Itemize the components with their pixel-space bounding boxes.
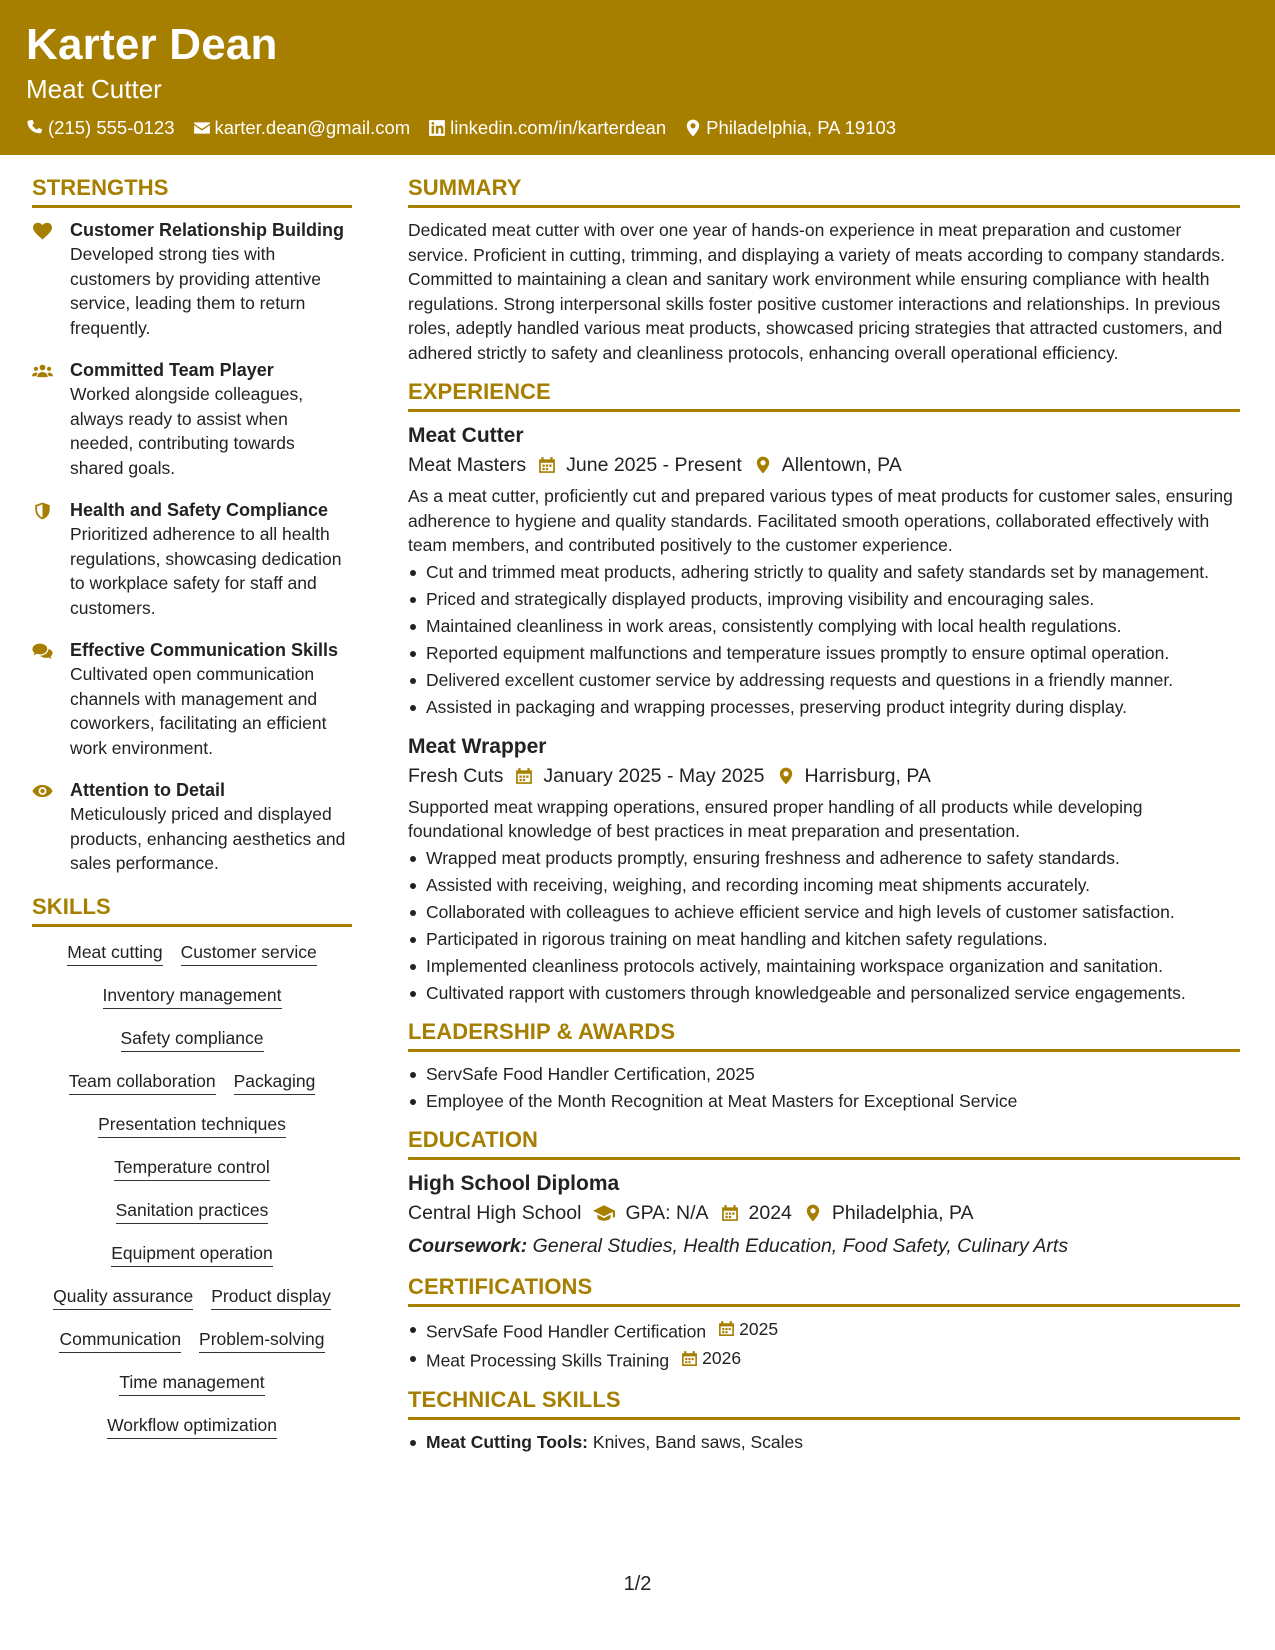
skill-tag: Team collaboration bbox=[69, 1070, 216, 1095]
heart-icon bbox=[32, 222, 53, 240]
location-text: Philadelphia, PA 19103 bbox=[706, 117, 897, 138]
education-year: 2024 bbox=[748, 1201, 792, 1224]
page-number: 1/2 bbox=[623, 1573, 652, 1595]
envelope-icon bbox=[193, 119, 211, 137]
skill-tag: Time management bbox=[119, 1371, 264, 1396]
list-item: Assisted with receiving, weighing, and recording incoming meat shipments accurately. bbox=[408, 873, 1240, 897]
job-dates: June 2025 - Present bbox=[566, 454, 742, 476]
technical-heading: TECHNICAL SKILLS bbox=[408, 1387, 1240, 1420]
graduation-cap-icon bbox=[593, 1204, 615, 1222]
map-pin-icon bbox=[754, 456, 772, 474]
list-item: Assisted in packaging and wrapping processes, preserving product integrity during display. bbox=[408, 695, 1240, 719]
list-item bbox=[408, 1430, 1240, 1454]
candidate-name: Karter Dean bbox=[26, 20, 278, 69]
skill-tag: Customer service bbox=[181, 941, 317, 966]
job-description: As a meat cutter, proficiently cut and prepared various types of meat products for customer sales, ensuring adherence to hygiene and quality standards. Facilitated smooth operations, collaborated effectively with team members, and contributed positively to the customer experience. bbox=[408, 486, 1233, 555]
skill-tag: Problem-solving bbox=[199, 1328, 324, 1353]
list-item: Participated in rigorous training on meat handling and kitchen safety regulations. bbox=[408, 927, 1240, 951]
list-item: Delivered excellent customer service by addressing requests and questions in a friendly manner. bbox=[408, 668, 1240, 692]
job-bullets bbox=[408, 846, 1240, 1005]
strength-item bbox=[32, 218, 352, 340]
coursework bbox=[408, 1232, 1240, 1260]
job-location: Allentown, PA bbox=[781, 454, 902, 476]
tech-value: Knives, Band saws, Scales bbox=[592, 1431, 803, 1452]
strength-description: Worked alongside colleagues, always ready to assist when needed, contributing towards shared goals. bbox=[70, 384, 304, 478]
list-item: Wrapped meat products promptly, ensuring freshness and adherence to safety standards. bbox=[408, 846, 1240, 870]
list-item: Maintained cleanliness in work areas, consistently complying with local health regulations. bbox=[408, 614, 1240, 638]
summary-heading: SUMMARY bbox=[408, 175, 1240, 208]
certifications-section bbox=[408, 1274, 1240, 1373]
list-item: Implemented cleanliness protocols actively, maintaining workspace organization and sanitation. bbox=[408, 954, 1240, 978]
cert-name: ServSafe Food Handler Certification bbox=[426, 1321, 707, 1341]
coursework-text: General Studies, Health Education, Food Safety, Culinary Arts bbox=[532, 1234, 1069, 1257]
experience-entry bbox=[408, 733, 1240, 1005]
contact-bar bbox=[26, 117, 896, 139]
map-pin-icon bbox=[684, 119, 702, 137]
leadership-list bbox=[408, 1062, 1240, 1113]
cert-date: 2025 bbox=[739, 1318, 779, 1339]
education-section bbox=[408, 1127, 1240, 1260]
cert-date: 2026 bbox=[702, 1348, 742, 1368]
education-location: Philadelphia, PA bbox=[831, 1201, 974, 1224]
skill-tag: Presentation techniques bbox=[98, 1113, 286, 1138]
leadership-heading: LEADERSHIP & AWARDS bbox=[408, 1019, 1240, 1052]
shield-icon bbox=[32, 502, 53, 520]
job-meta bbox=[408, 450, 1240, 480]
strength-item bbox=[32, 778, 352, 876]
strength-item bbox=[32, 638, 352, 760]
phone-icon bbox=[26, 119, 44, 137]
contact-linkedin[interactable] bbox=[428, 117, 666, 139]
list-item bbox=[408, 1346, 1240, 1373]
certifications-list bbox=[408, 1317, 1240, 1373]
skills-list bbox=[32, 937, 352, 1439]
calendar-icon bbox=[681, 1350, 698, 1367]
cert-name: Meat Processing Skills Training bbox=[426, 1350, 670, 1371]
gpa-text: GPA: N/A bbox=[625, 1201, 709, 1224]
coursework-label: Coursework: bbox=[408, 1234, 528, 1257]
contact-email[interactable] bbox=[193, 117, 411, 139]
email-text: karter.dean@gmail.com bbox=[214, 117, 411, 138]
skill-tag: Quality assurance bbox=[53, 1285, 193, 1310]
strength-description: Meticulously priced and displayed products, enhancing aesthetics and sales performance. bbox=[70, 804, 346, 873]
job-location: Harrisburg, PA bbox=[804, 764, 931, 787]
tech-label: Meat Cutting Tools: bbox=[426, 1431, 589, 1452]
strength-item bbox=[32, 498, 352, 620]
list-item: Reported equipment malfunctions and temperature issues promptly to ensure optimal operation. bbox=[408, 641, 1240, 665]
job-bullets bbox=[408, 560, 1240, 719]
strength-description: Prioritized adherence to all health regulations, showcasing dedication to workplace safety for staff and customers. bbox=[70, 524, 342, 618]
certifications-heading: CERTIFICATIONS bbox=[408, 1274, 1240, 1307]
strengths-heading: STRENGTHS bbox=[32, 175, 352, 208]
linkedin-icon bbox=[428, 119, 446, 137]
skill-tag: Meat cutting bbox=[67, 941, 162, 966]
strength-title: Committed Team Player bbox=[70, 360, 274, 380]
technical-section bbox=[408, 1387, 1240, 1454]
degree-title: High School Diploma bbox=[408, 1171, 620, 1195]
team-icon bbox=[32, 362, 53, 380]
list-item: Employee of the Month Recognition at Meat Masters for Exceptional Service bbox=[408, 1089, 1240, 1113]
experience-heading: EXPERIENCE bbox=[408, 379, 1240, 412]
experience-entry bbox=[408, 422, 1240, 719]
skill-tag: Product display bbox=[211, 1285, 331, 1310]
list-item: Cultivated rapport with customers through knowledgeable and personalized service engagements. bbox=[408, 981, 1240, 1005]
strength-item bbox=[32, 358, 352, 480]
strength-description: Developed strong ties with customers by providing attentive service, leading them to return frequently. bbox=[70, 244, 321, 338]
strength-title: Customer Relationship Building bbox=[70, 220, 345, 240]
map-pin-icon bbox=[804, 1204, 822, 1222]
skill-tag: Temperature control bbox=[114, 1156, 270, 1181]
skill-tag: Sanitation practices bbox=[116, 1199, 269, 1224]
skill-tag: Workflow optimization bbox=[107, 1414, 277, 1439]
technical-list bbox=[408, 1430, 1240, 1454]
job-meta bbox=[408, 761, 1240, 791]
contact-location bbox=[684, 117, 896, 139]
job-role: Meat Wrapper bbox=[408, 734, 547, 758]
contact-phone[interactable] bbox=[26, 117, 175, 139]
job-role: Meat Cutter bbox=[408, 424, 524, 447]
list-item: Priced and strategically displayed products, improving visibility and encouraging sales. bbox=[408, 587, 1240, 611]
job-company: Fresh Cuts bbox=[408, 764, 504, 787]
school-name: Central High School bbox=[408, 1201, 582, 1224]
skill-tag: Packaging bbox=[234, 1070, 316, 1095]
calendar-icon bbox=[515, 767, 533, 785]
strength-title: Effective Communication Skills bbox=[70, 640, 339, 660]
education-heading: EDUCATION bbox=[408, 1127, 1240, 1160]
skill-tag: Inventory management bbox=[103, 984, 282, 1009]
job-dates: January 2025 - May 2025 bbox=[543, 764, 765, 787]
list-item bbox=[408, 1317, 1240, 1344]
right-column bbox=[408, 175, 1240, 1468]
eye-icon bbox=[32, 782, 53, 800]
list-item: ServSafe Food Handler Certification, 2025 bbox=[408, 1062, 1240, 1086]
leadership-section bbox=[408, 1019, 1240, 1113]
resume-header bbox=[0, 0, 1275, 155]
skill-tag: Safety compliance bbox=[121, 1027, 264, 1052]
left-column bbox=[32, 175, 352, 1439]
skill-tag: Communication bbox=[59, 1328, 181, 1353]
calendar-icon bbox=[721, 1204, 739, 1222]
calendar-icon bbox=[718, 1320, 735, 1337]
summary-text: Dedicated meat cutter with over one year of hands-on experience in meat preparation and customer service. Proficient in cutting, trimming, and displaying a variety of meats according to company standards. Committed to maintaining a clean and sanitary work environment while ensuring compliance with health regulations. Strong interpersonal skills foster positive customer interactions and relationships. In previous roles, adeptly handled various meat products, showcased pricing strategies that attracted customers, and adhered strictly to safety and cleanliness protocols, enhancing overall operational efficiency. bbox=[408, 220, 1226, 363]
skills-heading: SKILLS bbox=[32, 894, 352, 927]
strength-title: Health and Safety Compliance bbox=[70, 500, 329, 520]
candidate-title: Meat Cutter bbox=[26, 74, 162, 104]
strength-title: Attention to Detail bbox=[70, 780, 225, 800]
list-item: Cut and trimmed meat products, adhering strictly to quality and safety standards set by management. bbox=[408, 560, 1240, 584]
phone-text: (215) 555-0123 bbox=[48, 117, 175, 138]
skill-tag: Equipment operation bbox=[111, 1242, 273, 1267]
strength-description: Cultivated open communication channels with management and coworkers, facilitating an efficient work environment. bbox=[70, 664, 327, 758]
job-company: Meat Masters bbox=[408, 454, 527, 476]
education-meta bbox=[408, 1198, 1240, 1228]
calendar-icon bbox=[538, 456, 556, 474]
linkedin-text: linkedin.com/in/karterdean bbox=[450, 117, 667, 138]
chat-icon bbox=[32, 642, 53, 660]
list-item: Collaborated with colleagues to achieve efficient service and high levels of customer satisfaction. bbox=[408, 900, 1240, 924]
job-description: Supported meat wrapping operations, ensured proper handling of all products while developing foundational knowledge of best practices in meat preparation and presentation. bbox=[408, 796, 1143, 841]
map-pin-icon bbox=[777, 767, 795, 785]
